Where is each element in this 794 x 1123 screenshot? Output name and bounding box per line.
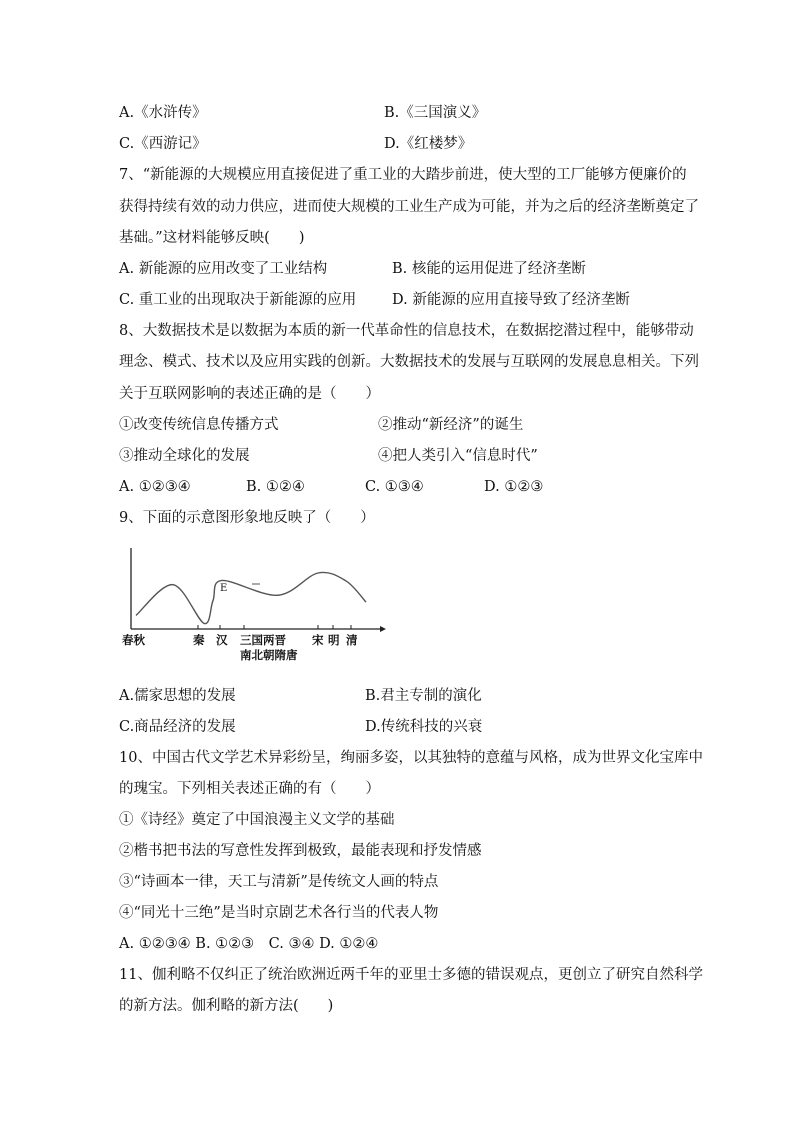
q6-option-c: C.《西游记》: [119, 136, 207, 152]
q8-stem-line-3: 关于互联网影响的表述正确的是（ ）: [119, 386, 380, 402]
q11-stem-line-1: 11、伽利略不仅纠正了统治欧洲近两千年的亚里士多德的错误观点，更创立了研究自然科学: [119, 967, 703, 983]
q9-schematic-chart: [118, 540, 393, 665]
q10-statement-2: ②楷书把书法的写意性发挥到极致，最能表现和抒发情感: [119, 843, 482, 859]
tick-label-chunqiu: 春秋: [122, 633, 145, 647]
q8-stem-line-2: 理念、模式、技术以及应用实践的创新。大数据技术的发展与互联网的发展息息相关。下列: [119, 354, 699, 370]
tick-label-ming: 明: [328, 633, 340, 647]
q10-stem-line-1: 10、中国古代文学艺术异彩纷呈，绚丽多姿，以其独特的意蕴与风格，成为世界文化宝库中: [119, 750, 703, 766]
tick-label-sanguo-liangjin: 三国两晋: [240, 633, 286, 647]
q8-statement-4: ④把人类引入“信息时代”: [378, 448, 538, 464]
q8-option-a: A. ①②③④: [119, 479, 191, 495]
q9-option-b: B.君主专制的演化: [365, 688, 482, 704]
q8-statement-2: ②推动“新经济”的诞生: [378, 417, 524, 433]
q7-option-d: D. 新能源的应用直接导致了经济垄断: [392, 292, 630, 308]
q7-option-b: B. 核能的运用促进了经济垄断: [392, 261, 586, 277]
q6-option-a: A.《水浒传》: [119, 105, 207, 121]
chart-x-axis-arrow: [380, 626, 386, 632]
q6-option-b: B.《三国演义》: [384, 105, 487, 121]
q10-statement-3: ③“诗画本一律，天工与清新”是传统文人画的特点: [119, 874, 439, 890]
q7-stem-line-1: 7、“新能源的大规模应用直接促进了重工业的大踏步前进，使大型的工厂能够方便廉价的: [119, 167, 687, 183]
q7-stem-line-2: 获得持续有效的动力供应，进而使大规模的工业生产成为可能，并为之后的经济垄断奠定了: [119, 199, 699, 215]
q8-statement-3: ③推动全球化的发展: [119, 448, 250, 464]
q7-option-c: C. 重工业的出现取决于新能源的应用: [119, 292, 357, 308]
q10-statement-1: ①《诗经》奠定了中国浪漫主义文学的基础: [119, 812, 395, 828]
q8-option-b: B. ①②④: [246, 479, 305, 495]
chart-series-line: [136, 572, 366, 623]
q6-option-d: D.《红楼梦》: [384, 136, 473, 152]
tick-label-nanbeichao-suitang: 南北朝隋唐: [240, 648, 298, 662]
q10-stem-line-2: 的瑰宝。下列相关表述正确的有（ ）: [119, 781, 380, 797]
tick-label-qing: 清: [346, 633, 358, 647]
q8-option-d: D. ①②③: [484, 479, 544, 495]
q9-option-c: C.商品经济的发展: [119, 719, 236, 735]
chart-han-marker: E: [220, 583, 228, 594]
q7-stem-line-3: 基础。”这材料能够反映( ): [119, 230, 305, 246]
q9-chart-svg: [118, 540, 393, 665]
q11-stem-line-2: 的新方法。伽利略的新方法( ): [119, 998, 334, 1014]
q9-option-a: A.儒家思想的发展: [119, 688, 236, 704]
q10-options: A. ①②③④ B. ①②③ C. ③④ D. ①②④: [119, 936, 379, 952]
q8-statement-1: ①改变传统信息传播方式: [119, 417, 279, 433]
tick-label-song: 宋: [312, 633, 324, 647]
q8-stem-line-1: 8、大数据技术是以数据为本质的新一代革命性的信息技术，在数据挖潜过程中，能够带动: [119, 323, 694, 339]
tick-label-qin: 秦: [193, 633, 205, 647]
q7-option-a: A. 新能源的应用改变了工业结构: [119, 261, 328, 277]
q9-stem: 9、下面的示意图形象地反映了（ ）: [119, 510, 375, 526]
q8-option-c: C. ①③④: [365, 479, 424, 495]
q9-option-d: D.传统科技的兴衰: [365, 719, 483, 735]
q10-statement-4: ④“同光十三绝”是当时京剧艺术各行当的代表人物: [119, 905, 439, 921]
tick-label-han: 汉: [216, 633, 228, 647]
